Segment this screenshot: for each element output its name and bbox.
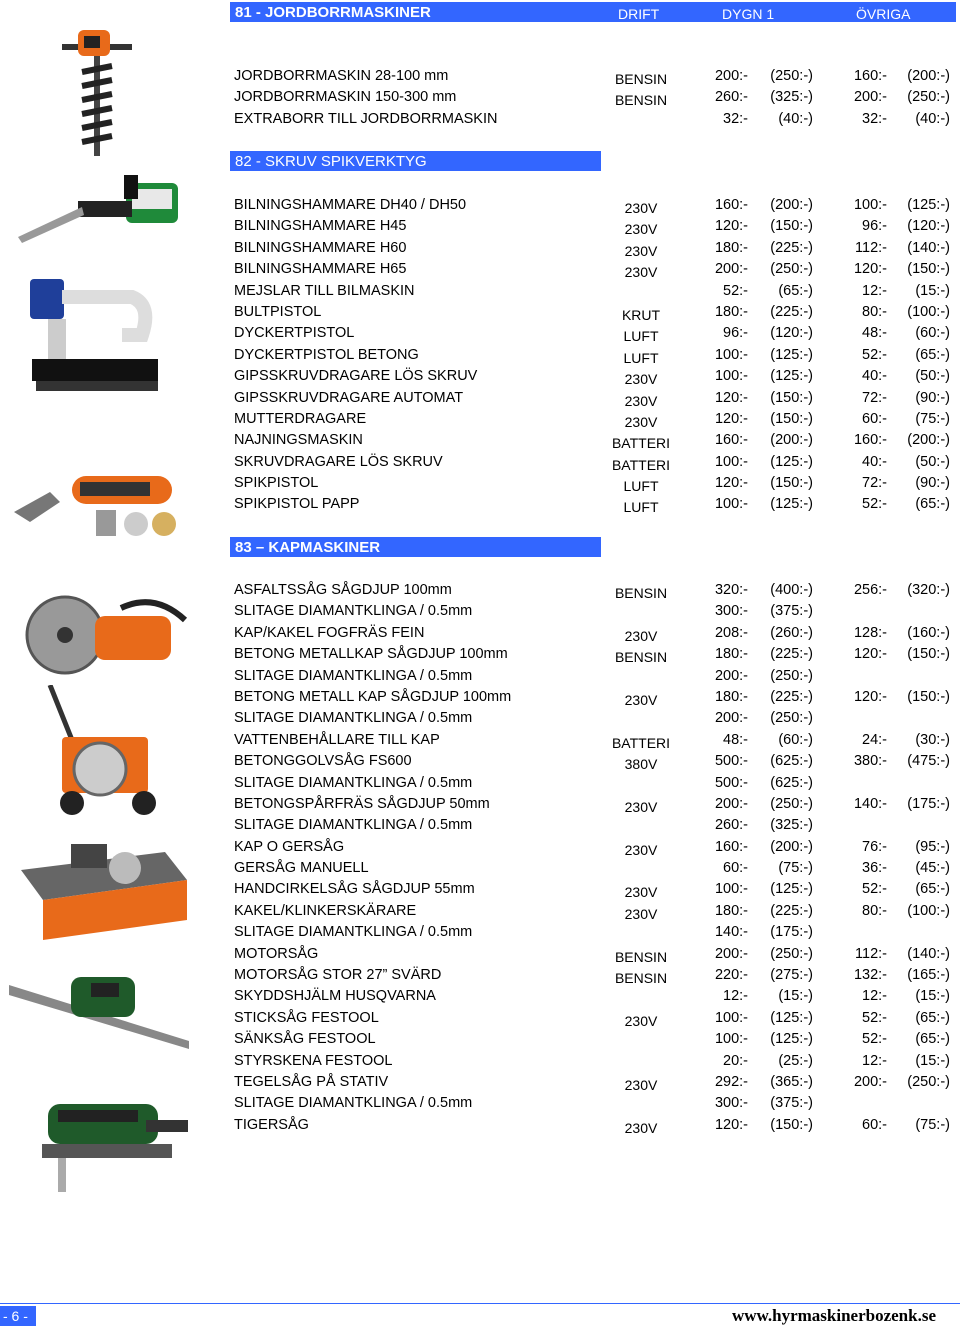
item-name: GERSÅG MANUELL	[234, 860, 369, 877]
extra-day-price-incl-vat: (100:-)	[907, 902, 950, 919]
day-price: 500:-	[714, 774, 748, 791]
power-source: 230V	[624, 371, 658, 388]
section-81-rows	[0, 66, 960, 130]
day-price-incl-vat: (375:-)	[770, 603, 813, 620]
power-source: BENSIN	[614, 649, 668, 666]
item-name: TEGELSÅG PÅ STATIV	[234, 1073, 389, 1090]
power-source: LUFT	[623, 328, 659, 345]
item-name: EXTRABORR TILL JORDBORRMASKIN	[234, 110, 498, 127]
item-name: MOTORSÅG	[234, 945, 319, 962]
day-price: 100:-	[714, 453, 748, 470]
extra-day-price-incl-vat: (160:-)	[907, 624, 950, 641]
item-name: SLITAGE DIAMANTKLINGA / 0.5mm	[234, 603, 473, 620]
extra-day-price-incl-vat: (95:-)	[915, 838, 950, 855]
day-price-incl-vat: (365:-)	[770, 1073, 813, 1090]
day-price-incl-vat: (175:-)	[770, 924, 813, 941]
extra-day-price-incl-vat: (15:-)	[915, 988, 950, 1005]
day-price-incl-vat: (275:-)	[770, 967, 813, 984]
day-price: 120:-	[714, 1116, 748, 1133]
extra-day-price: 52:-	[862, 496, 887, 513]
extra-day-price-incl-vat: (90:-)	[915, 475, 950, 492]
item-name: NAJNINGSMASKIN	[234, 432, 363, 449]
day-price: 200:-	[714, 710, 748, 727]
extra-day-price: 76:-	[862, 838, 887, 855]
extra-day-price: 160:-	[853, 432, 887, 449]
section-title-82: 82 - SKRUV SPIKVERKTYG	[235, 153, 427, 170]
extra-day-price: 32:-	[862, 110, 887, 127]
item-name: VATTENBEHÅLLARE TILL KAP	[234, 731, 440, 748]
day-price: 200:-	[714, 795, 748, 812]
footer-rule	[0, 1303, 960, 1304]
day-price: 292:-	[714, 1073, 748, 1090]
item-name: SLITAGE DIAMANTKLINGA / 0.5mm	[234, 774, 473, 791]
price-row	[0, 409, 960, 430]
tile-saw-image	[15, 840, 190, 950]
extra-day-price-incl-vat: (150:-)	[907, 688, 950, 705]
day-price: 260:-	[714, 817, 748, 834]
item-name: TIGERSÅG	[234, 1116, 309, 1133]
day-price-incl-vat: (250:-)	[770, 667, 813, 684]
day-price: 500:-	[714, 753, 748, 770]
day-price: 20:-	[723, 1052, 748, 1069]
extra-day-price: 132:-	[853, 967, 887, 984]
item-name: JORDBORRMASKIN 150-300 mm	[234, 89, 457, 106]
day-price-incl-vat: (150:-)	[770, 1116, 813, 1133]
item-name: BULTPISTOL	[234, 303, 322, 320]
power-source: 230V	[624, 798, 658, 815]
item-name: HANDCIRKELSÅG SÅGDJUP 55mm	[234, 881, 475, 898]
day-price: 180:-	[714, 688, 748, 705]
item-name: SLITAGE DIAMANTKLINGA / 0.5mm	[234, 817, 473, 834]
extra-day-price-incl-vat: (65:-)	[915, 1031, 950, 1048]
day-price-incl-vat: (125:-)	[770, 496, 813, 513]
power-source: BATTERI	[611, 456, 671, 473]
extra-day-price: 12:-	[862, 282, 887, 299]
day-price-incl-vat: (75:-)	[778, 860, 813, 877]
extra-day-price-incl-vat: (320:-)	[907, 582, 950, 598]
extra-day-price-incl-vat: (50:-)	[915, 368, 950, 385]
day-price: 200:-	[714, 68, 748, 84]
item-name: SLITAGE DIAMANTKLINGA / 0.5mm	[234, 710, 473, 727]
power-source: 380V	[624, 756, 658, 773]
item-name: DYCKERTPISTOL BETONG	[234, 346, 419, 363]
price-table-header	[230, 2, 956, 22]
item-name: BETONG METALLKAP SÅGDJUP 100mm	[234, 646, 508, 663]
item-name: SÄNKSÅG FESTOOL	[234, 1031, 376, 1048]
day-price: 320:-	[714, 582, 748, 598]
price-row	[0, 109, 960, 130]
extra-day-price-incl-vat: (140:-)	[907, 239, 950, 256]
day-price: 180:-	[714, 239, 748, 256]
day-price: 48:-	[723, 731, 748, 748]
day-price-incl-vat: (125:-)	[770, 368, 813, 385]
item-name: ASFALTSSÅG SÅGDJUP 100mm	[234, 582, 452, 598]
day-price-incl-vat: (150:-)	[770, 475, 813, 492]
day-price-incl-vat: (250:-)	[770, 710, 813, 727]
extra-day-price-incl-vat: (100:-)	[907, 303, 950, 320]
day-price: 120:-	[714, 475, 748, 492]
extra-day-price: 256:-	[853, 582, 887, 598]
day-price-incl-vat: (125:-)	[770, 881, 813, 898]
day-price-incl-vat: (200:-)	[770, 432, 813, 449]
extra-day-price: 100:-	[853, 197, 887, 213]
power-source: 230V	[624, 905, 658, 922]
extra-day-price: 80:-	[862, 902, 887, 919]
extra-day-price: 48:-	[862, 325, 887, 342]
day-price-incl-vat: (250:-)	[770, 795, 813, 812]
extra-day-price: 52:-	[862, 1031, 887, 1048]
day-price-incl-vat: (375:-)	[770, 1095, 813, 1112]
day-price: 160:-	[714, 197, 748, 213]
day-price-incl-vat: (25:-)	[778, 1052, 813, 1069]
extra-day-price-incl-vat: (175:-)	[907, 795, 950, 812]
item-name: GIPSSKRUVDRAGARE LÖS SKRUV	[234, 368, 478, 385]
power-source: BENSIN	[614, 948, 668, 965]
day-price: 180:-	[714, 303, 748, 320]
extra-day-price-incl-vat: (150:-)	[907, 646, 950, 663]
item-name: KAP/KAKEL FOGFRÄS FEIN	[234, 624, 425, 641]
item-name: STYRSKENA FESTOOL	[234, 1052, 393, 1069]
earth-auger-image	[60, 22, 140, 162]
item-name: BETONGSPÅRFRÄS SÅGDJUP 50mm	[234, 795, 490, 812]
brad-nailer-image	[22, 275, 162, 400]
day-price: 100:-	[714, 496, 748, 513]
power-source: 230V	[624, 413, 658, 430]
power-source: 230V	[624, 1119, 658, 1136]
power-source: BENSIN	[614, 970, 668, 987]
day-price: 12:-	[723, 988, 748, 1005]
extra-day-price: 96:-	[862, 218, 887, 235]
day-price: 60:-	[723, 860, 748, 877]
day-price-incl-vat: (125:-)	[770, 453, 813, 470]
extra-day-price: 120:-	[853, 688, 887, 705]
day-price-incl-vat: (325:-)	[770, 89, 813, 106]
item-name: BILNINGSHAMMARE H45	[234, 218, 407, 235]
extra-day-price: 120:-	[853, 646, 887, 663]
item-name: SKRUVDRAGARE LÖS SKRUV	[234, 453, 443, 470]
extra-day-price-incl-vat: (250:-)	[907, 89, 950, 106]
extra-day-price-incl-vat: (65:-)	[915, 496, 950, 513]
extra-day-price-incl-vat: (60:-)	[915, 325, 950, 342]
price-row	[0, 66, 960, 87]
item-name: DYCKERTPISTOL	[234, 325, 355, 342]
day-price-incl-vat: (225:-)	[770, 902, 813, 919]
day-price-incl-vat: (65:-)	[778, 282, 813, 299]
extra-day-price: 52:-	[862, 881, 887, 898]
multi-tool-image	[10, 462, 190, 542]
item-name: SPIKPISTOL PAPP	[234, 496, 360, 513]
day-price-incl-vat: (15:-)	[778, 988, 813, 1005]
extra-day-price: 52:-	[862, 346, 887, 363]
extra-day-price-incl-vat: (150:-)	[907, 261, 950, 278]
extra-day-price-incl-vat: (475:-)	[907, 753, 950, 770]
power-source: 230V	[624, 627, 658, 644]
power-source: 230V	[624, 221, 658, 238]
extra-day-price-incl-vat: (125:-)	[907, 197, 950, 213]
item-name: GIPSSKRUVDRAGARE AUTOMAT	[234, 389, 464, 406]
item-name: BILNINGSHAMMARE H60	[234, 239, 407, 256]
extra-day-price: 52:-	[862, 1009, 887, 1026]
day-price: 52:-	[723, 282, 748, 299]
extra-day-price-incl-vat: (65:-)	[915, 346, 950, 363]
item-name: MEJSLAR TILL BILMASKIN	[234, 282, 415, 299]
plunge-saw-image	[5, 965, 195, 1055]
power-source: BENSIN	[614, 71, 668, 87]
extra-day-price-incl-vat: (30:-)	[915, 731, 950, 748]
day-price-incl-vat: (120:-)	[770, 325, 813, 342]
extra-day-price: 160:-	[853, 68, 887, 84]
extra-day-price: 24:-	[862, 731, 887, 748]
section-header-83	[230, 537, 601, 557]
extra-day-price-incl-vat: (165:-)	[907, 967, 950, 984]
day-price: 220:-	[714, 967, 748, 984]
power-source: 230V	[624, 264, 658, 281]
item-name: MOTORSÅG STOR 27” SVÄRD	[234, 967, 442, 984]
extra-day-price: 40:-	[862, 368, 887, 385]
power-source: BATTERI	[611, 734, 671, 751]
day-price-incl-vat: (150:-)	[770, 389, 813, 406]
demolition-hammer-image	[14, 175, 194, 250]
power-source: BENSIN	[614, 92, 668, 109]
item-name: SPIKPISTOL	[234, 475, 319, 492]
item-name: BETONGGOLVSÅG FS600	[234, 753, 412, 770]
power-source: 230V	[624, 242, 658, 259]
day-price: 300:-	[714, 1095, 748, 1112]
power-source: 230V	[624, 392, 658, 409]
extra-day-price: 140:-	[853, 795, 887, 812]
day-price-incl-vat: (60:-)	[778, 731, 813, 748]
day-price-incl-vat: (125:-)	[770, 346, 813, 363]
day-price-incl-vat: (400:-)	[770, 582, 813, 598]
item-name: JORDBORRMASKIN 28-100 mm	[234, 68, 449, 84]
extra-day-price: 112:-	[855, 239, 887, 256]
item-name: BILNINGSHAMMARE H65	[234, 261, 407, 278]
extra-day-price-incl-vat: (250:-)	[907, 1073, 950, 1090]
extra-day-price: 200:-	[853, 1073, 887, 1090]
day-price: 120:-	[714, 218, 748, 235]
day-price: 32:-	[723, 110, 748, 127]
day-price: 100:-	[714, 346, 748, 363]
extra-day-price: 36:-	[862, 860, 887, 877]
day-price: 200:-	[714, 261, 748, 278]
day-price-incl-vat: (200:-)	[770, 197, 813, 213]
extra-day-price: 380:-	[853, 753, 887, 770]
extra-day-price: 12:-	[862, 988, 887, 1005]
extra-day-price: 112:-	[855, 945, 887, 962]
day-price: 140:-	[714, 924, 748, 941]
day-price: 260:-	[714, 89, 748, 106]
extra-day-price-incl-vat: (75:-)	[915, 1116, 950, 1133]
day-price-incl-vat: (225:-)	[770, 688, 813, 705]
extra-day-price-incl-vat: (90:-)	[915, 389, 950, 406]
day-price-incl-vat: (260:-)	[770, 624, 813, 641]
day-price: 160:-	[714, 838, 748, 855]
price-row	[0, 430, 960, 451]
item-name: KAKEL/KLINKERSKÄRARE	[234, 902, 417, 919]
day-price: 100:-	[714, 881, 748, 898]
extra-day-price-incl-vat: (40:-)	[915, 110, 950, 127]
day-price: 200:-	[714, 667, 748, 684]
extra-day-price: 60:-	[862, 1116, 887, 1133]
extra-day-price: 120:-	[853, 261, 887, 278]
extra-day-price-incl-vat: (15:-)	[915, 282, 950, 299]
price-row	[0, 87, 960, 108]
power-source: LUFT	[623, 478, 659, 495]
extra-day-price-incl-vat: (140:-)	[907, 945, 950, 962]
extra-day-price-incl-vat: (65:-)	[915, 1009, 950, 1026]
extra-day-price: 72:-	[862, 389, 887, 406]
item-name: SLITAGE DIAMANTKLINGA / 0.5mm	[234, 1095, 473, 1112]
day-price-incl-vat: (150:-)	[770, 410, 813, 427]
petrol-cut-off-saw-image	[25, 590, 195, 685]
power-source: KRUT	[621, 306, 661, 323]
extra-day-price: 200:-	[853, 89, 887, 106]
day-price: 96:-	[723, 325, 748, 342]
power-source: 230V	[624, 841, 658, 858]
day-price-incl-vat: (225:-)	[770, 646, 813, 663]
power-source: LUFT	[623, 349, 659, 366]
power-source: BATTERI	[611, 435, 671, 452]
item-name: STICKSÅG FESTOOL	[234, 1009, 379, 1026]
power-source: 230V	[624, 1076, 658, 1093]
day-price: 180:-	[714, 902, 748, 919]
day-price-incl-vat: (125:-)	[770, 1031, 813, 1048]
item-name: MUTTERDRAGARE	[234, 410, 367, 427]
day-price-incl-vat: (125:-)	[770, 1009, 813, 1026]
item-name: SKYDDSHJÄLM HUSQVARNA	[234, 988, 436, 1005]
day-price: 120:-	[714, 389, 748, 406]
day-price-incl-vat: (625:-)	[770, 753, 813, 770]
power-source: 230V	[624, 200, 658, 216]
day-price-incl-vat: (225:-)	[770, 303, 813, 320]
day-price-incl-vat: (40:-)	[778, 110, 813, 127]
power-source: 230V	[624, 884, 658, 901]
extra-day-price: 12:-	[862, 1052, 887, 1069]
section-title-83: 83 – KAPMASKINER	[235, 539, 381, 556]
day-price-incl-vat: (250:-)	[770, 945, 813, 962]
extra-day-price: 60:-	[862, 410, 887, 427]
page-footer	[0, 1303, 960, 1327]
website-url[interactable]: www.hyrmaskinerbozenk.se	[731, 1306, 936, 1325]
day-price-incl-vat: (200:-)	[770, 838, 813, 855]
jigsaw-image	[28, 1090, 198, 1200]
page-number: - 6 -	[0, 1306, 36, 1326]
power-source: 230V	[624, 1012, 658, 1029]
day-price: 100:-	[714, 1031, 748, 1048]
day-price: 180:-	[714, 646, 748, 663]
extra-day-price: 40:-	[862, 453, 887, 470]
item-name: SLITAGE DIAMANTKLINGA / 0.5mm	[234, 924, 473, 941]
day-price-incl-vat: (150:-)	[770, 218, 813, 235]
item-name: BETONG METALL KAP SÅGDJUP 100mm	[234, 688, 512, 705]
extra-day-price-incl-vat: (200:-)	[907, 432, 950, 449]
day-price: 160:-	[714, 432, 748, 449]
extra-day-price: 72:-	[862, 475, 887, 492]
day-price: 100:-	[714, 1009, 748, 1026]
section-header-82	[230, 151, 601, 171]
item-name: BILNINGSHAMMARE DH40 / DH50	[234, 197, 467, 213]
floor-saw-image	[40, 685, 165, 825]
day-price-incl-vat: (625:-)	[770, 774, 813, 791]
extra-day-price-incl-vat: (75:-)	[915, 410, 950, 427]
day-price: 300:-	[714, 603, 748, 620]
day-price: 200:-	[714, 945, 748, 962]
extra-day-price: 128:-	[853, 624, 887, 641]
extra-day-price: 80:-	[862, 303, 887, 320]
power-source: LUFT	[623, 499, 659, 516]
power-source: 230V	[624, 691, 658, 708]
extra-day-price-incl-vat: (50:-)	[915, 453, 950, 470]
item-name: KAP O GERSÅG	[234, 838, 345, 855]
extra-day-price-incl-vat: (65:-)	[915, 881, 950, 898]
column-header-drift: DRIFT	[618, 6, 660, 22]
day-price: 100:-	[714, 368, 748, 385]
section-title-81: 81 - JORDBORRMASKINER	[235, 4, 431, 21]
extra-day-price-incl-vat: (120:-)	[907, 218, 950, 235]
day-price-incl-vat: (225:-)	[770, 239, 813, 256]
extra-day-price-incl-vat: (45:-)	[915, 860, 950, 877]
column-header-dygn: DYGN 1	[722, 6, 775, 22]
day-price-incl-vat: (250:-)	[770, 261, 813, 278]
day-price: 208:-	[714, 624, 748, 641]
item-name: SLITAGE DIAMANTKLINGA / 0.5mm	[234, 667, 473, 684]
power-source: BENSIN	[614, 585, 668, 601]
extra-day-price-incl-vat: (15:-)	[915, 1052, 950, 1069]
day-price-incl-vat: (325:-)	[770, 817, 813, 834]
day-price: 120:-	[714, 410, 748, 427]
extra-day-price-incl-vat: (200:-)	[907, 68, 950, 84]
column-header-ovriga: ÖVRIGA	[856, 6, 911, 22]
day-price-incl-vat: (250:-)	[770, 68, 813, 84]
